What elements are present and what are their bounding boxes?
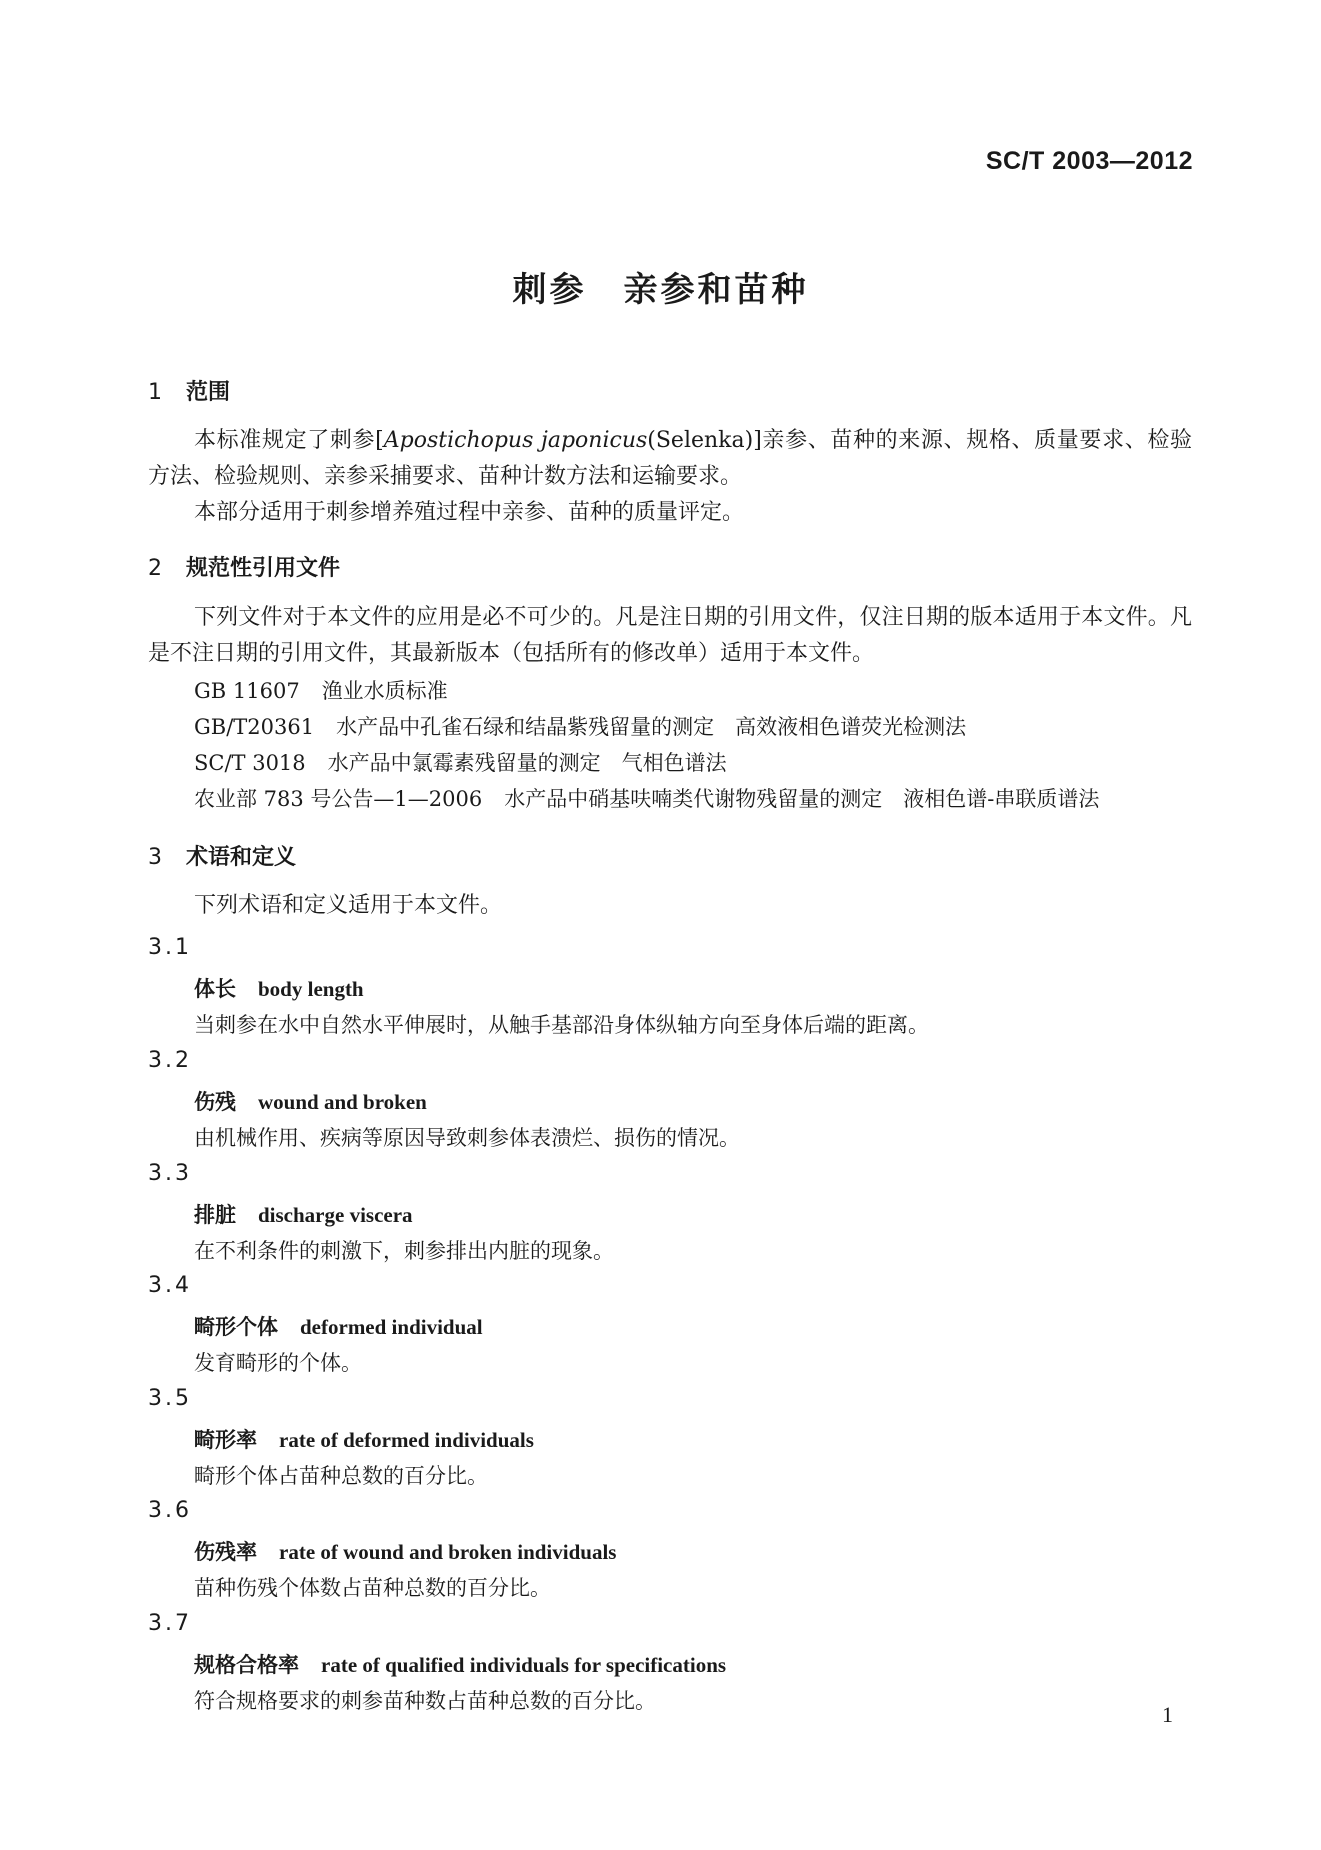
clause-number: 3.2 <box>148 1048 192 1073</box>
section-title: 术语和定义 <box>186 845 297 870</box>
reference-code: SC/T 3018 <box>194 751 306 775</box>
term-definition: 当刺参在水中自然水平伸展时，从触手基部沿身体纵轴方向至身体后端的距离。 <box>194 1013 929 1037</box>
term-zh: 畸形率 <box>194 1428 257 1452</box>
normative-intro: 下列文件对于本文件的应用是必不可少的。凡是注日期的引用文件，仅注日期的版本适用于本文件。凡是不注日期的引用文件，其最新版本（包括所有的修改单）适用于本文件。 <box>148 605 1192 666</box>
term-en: deformed individual <box>300 1315 483 1339</box>
term-zh: 排脏 <box>194 1203 236 1227</box>
term-heading <box>194 1199 413 1229</box>
reference-line <box>194 675 448 705</box>
page-number: 1 <box>1162 1702 1173 1727</box>
clause-number: 3.4 <box>148 1273 192 1298</box>
term-definition: 由机械作用、疾病等原因导致刺参体表溃烂、损伤的情况。 <box>194 1126 740 1150</box>
term-en: discharge viscera <box>258 1203 413 1227</box>
reference-title: 水产品中氯霉素残留量的测定 气相色谱法 <box>327 751 727 775</box>
section-number: 1 <box>148 380 162 405</box>
term-definition: 在不利条件的刺激下，刺参排出内脏的现象。 <box>194 1239 614 1263</box>
term-heading <box>194 1086 427 1116</box>
section-title: 规范性引用文件 <box>186 556 341 581</box>
term-heading <box>194 1424 534 1454</box>
reference-code: 农业部 783 号公告—1—2006 <box>194 787 483 811</box>
clause-number: 3.1 <box>148 935 192 960</box>
reference-code: GB 11607 <box>194 679 300 703</box>
scope-paragraph-2: 本部分适用于刺参增养殖过程中亲参、苗种的质量评定。 <box>194 500 745 525</box>
clause-number: 3.3 <box>148 1161 192 1186</box>
term-definition: 发育畸形的个体。 <box>194 1351 362 1375</box>
species-name-italic: Apostichopus japonicus <box>383 428 648 453</box>
reference-line <box>194 711 966 741</box>
reference-line <box>194 747 727 777</box>
scope-text-pre: 本标准规定了刺参[ <box>194 428 384 453</box>
section-heading-normative <box>148 551 340 582</box>
term-heading <box>194 1649 726 1679</box>
term-heading <box>194 1311 483 1341</box>
scope-paragraph-1 <box>148 423 1192 495</box>
term-en: rate of wound and broken individuals <box>279 1540 617 1564</box>
term-en: rate of deformed individuals <box>279 1428 534 1452</box>
term-zh: 畸形个体 <box>194 1315 278 1339</box>
section-heading-scope <box>148 375 230 406</box>
term-en: rate of qualified individuals for specifications <box>321 1653 727 1677</box>
reference-line <box>194 783 1099 813</box>
reference-title: 水产品中孔雀石绿和结晶紫残留量的测定 高效液相色谱荧光检测法 <box>336 715 967 739</box>
scope-text-post: (Selenka)]亲参、苗种的来源、规格、质量要求、检验方法、检验规则、亲参采捕要求、苗种计数方法和运输要求。 <box>148 428 1192 489</box>
reference-title: 水产品中硝基呋喃类代谢物残留量的测定 液相色谱-串联质谱法 <box>504 787 1100 811</box>
term-definition: 畸形个体占苗种总数的百分比。 <box>194 1464 488 1488</box>
reference-title: 渔业水质标准 <box>321 679 448 703</box>
term-heading <box>194 1536 616 1566</box>
reference-code: GB/T20361 <box>194 715 315 739</box>
term-zh: 规格合格率 <box>194 1653 299 1677</box>
term-zh: 伤残 <box>194 1090 236 1114</box>
term-zh: 伤残率 <box>194 1540 257 1564</box>
term-zh: 体长 <box>194 977 236 1001</box>
section-number: 3 <box>148 845 162 870</box>
clause-number: 3.6 <box>148 1498 192 1523</box>
clause-number: 3.7 <box>148 1611 192 1636</box>
section-number: 2 <box>148 556 162 581</box>
section-title: 范围 <box>186 380 231 405</box>
term-heading <box>194 973 364 1003</box>
document-title: 刺参 亲参和苗种 <box>512 270 809 310</box>
standard-code: SC/T 2003—2012 <box>985 147 1193 175</box>
terms-intro: 下列术语和定义适用于本文件。 <box>194 893 503 918</box>
term-definition: 苗种伤残个体数占苗种总数的百分比。 <box>194 1576 551 1600</box>
clause-number: 3.5 <box>148 1386 192 1411</box>
section-heading-terms <box>148 840 296 871</box>
term-en: wound and broken <box>258 1090 427 1114</box>
term-definition: 符合规格要求的刺参苗种数占苗种总数的百分比。 <box>194 1689 656 1713</box>
term-en: body length <box>258 977 364 1001</box>
